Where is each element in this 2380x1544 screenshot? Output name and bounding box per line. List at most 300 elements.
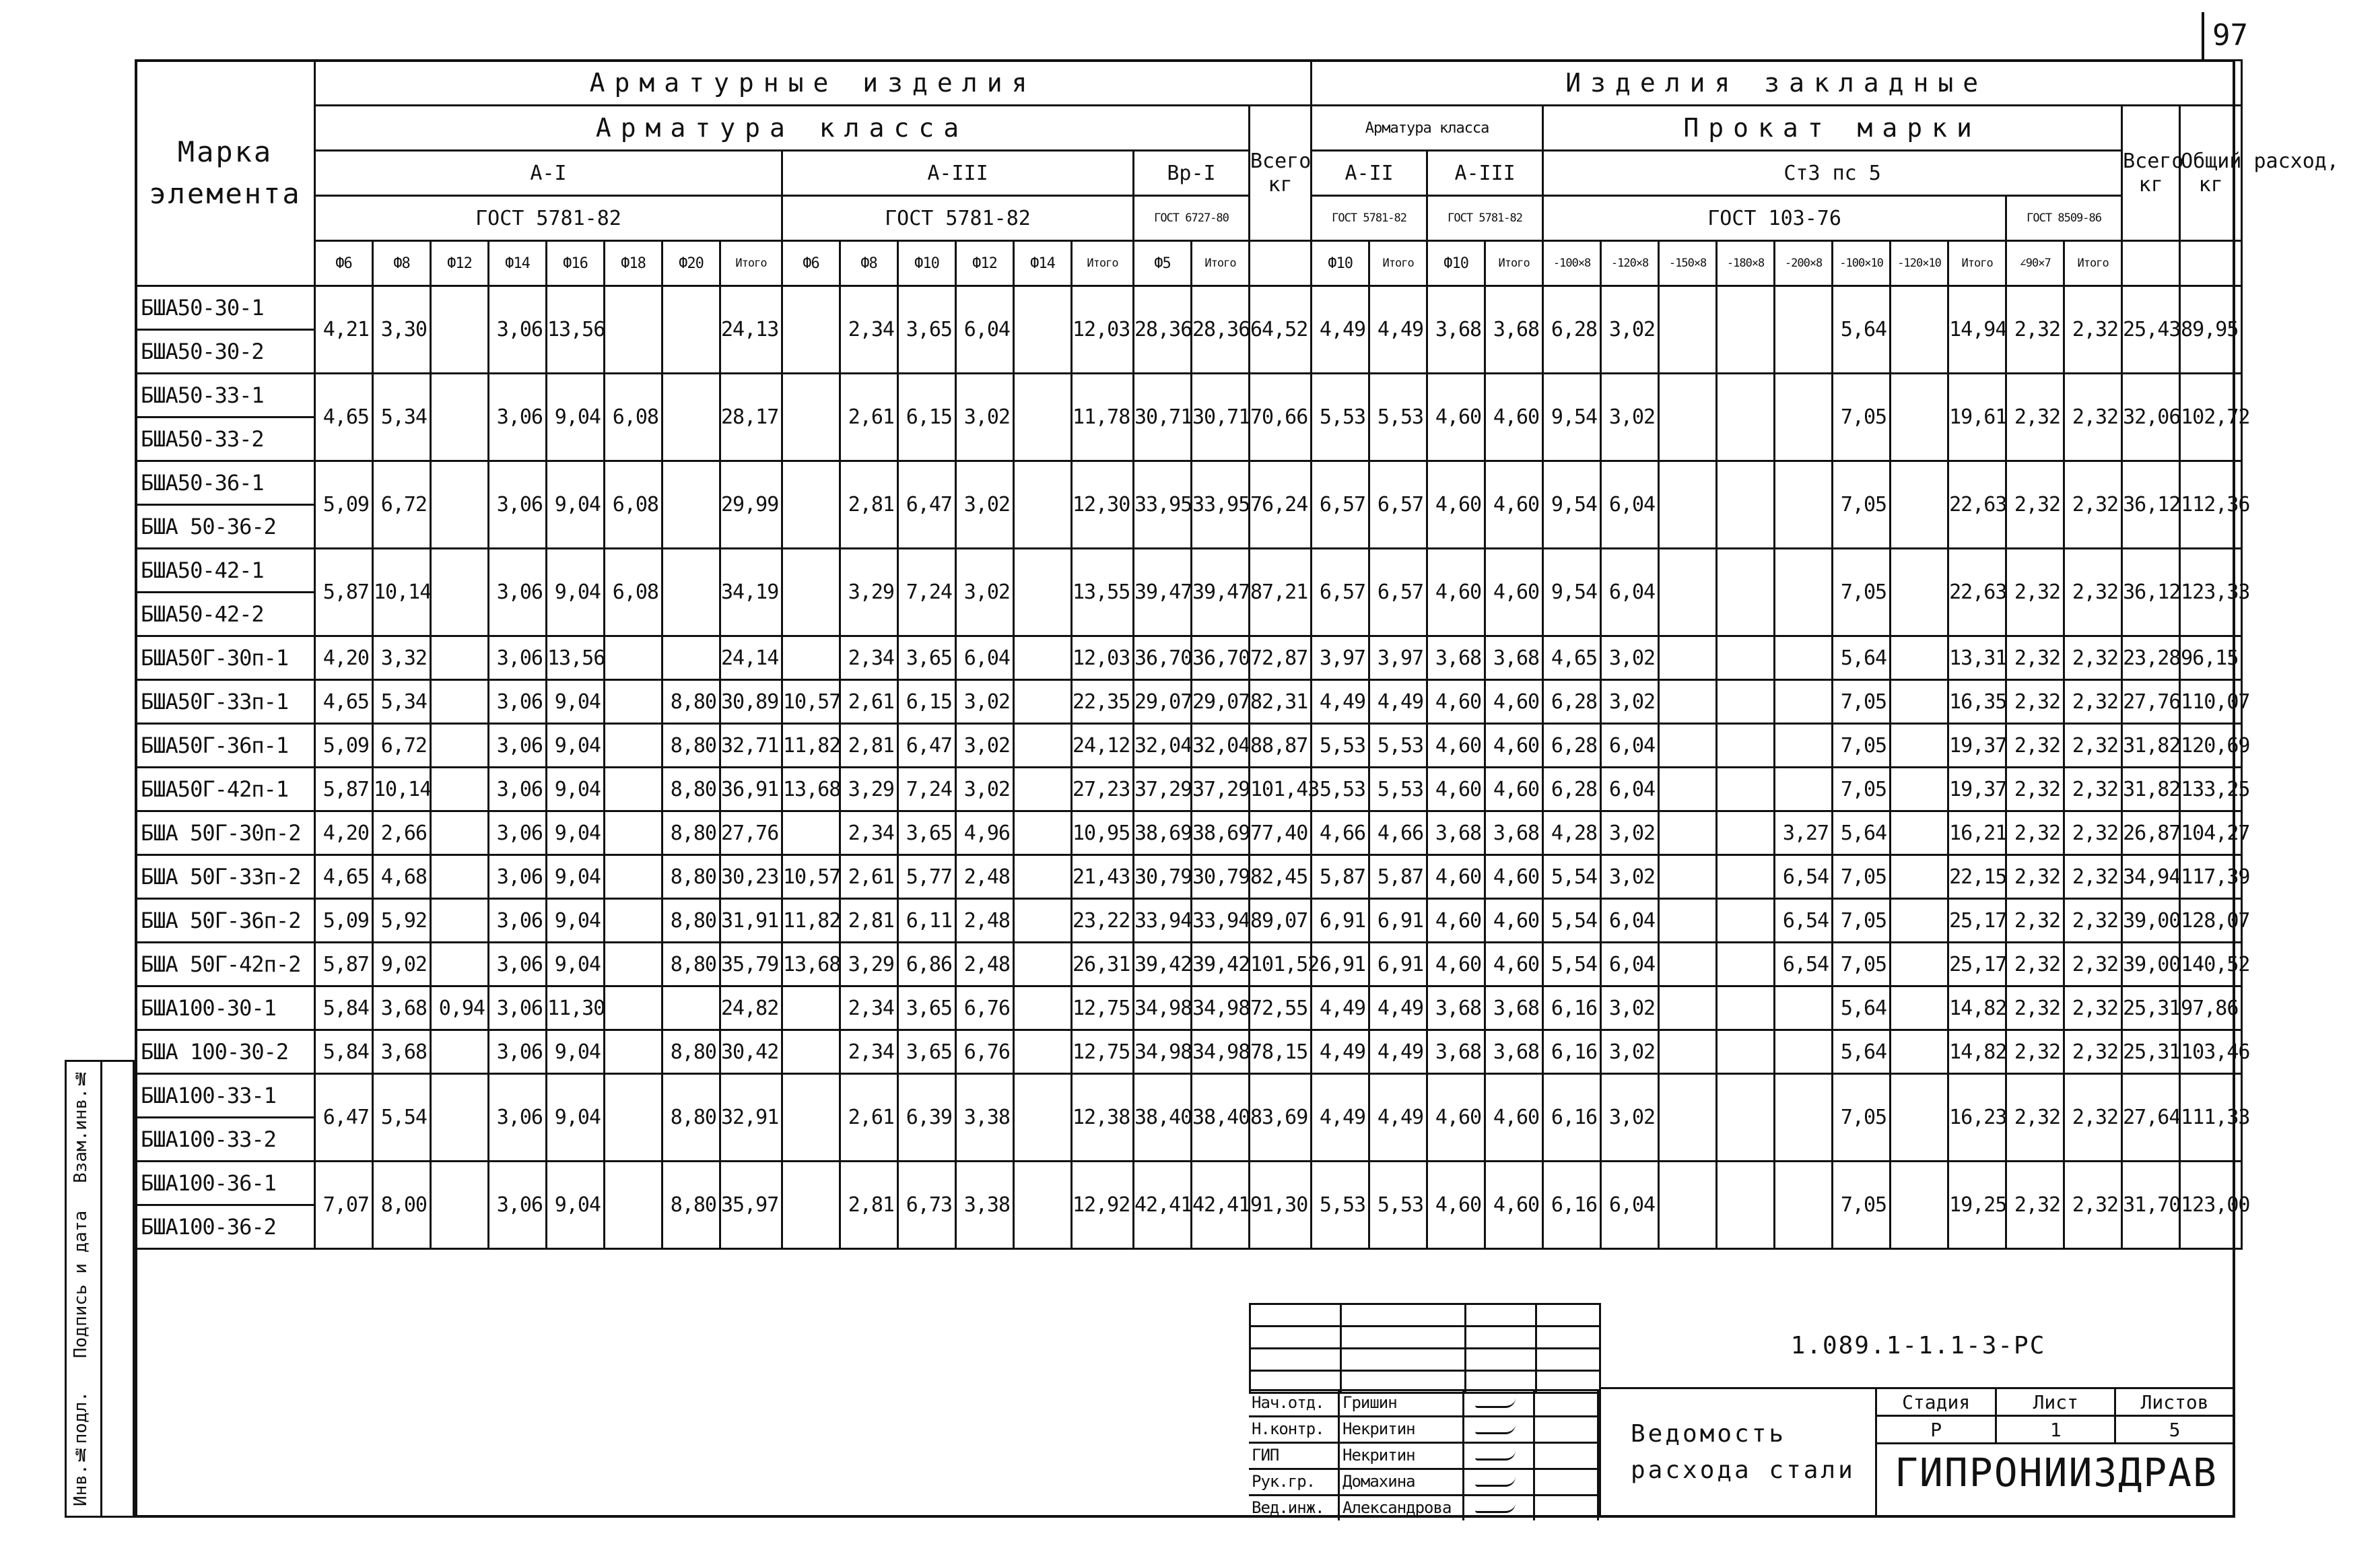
value-cell: 5,84 (315, 986, 373, 1030)
value-cell: 6,08 (605, 374, 662, 461)
steel-grade-header: Ст3 пс 5 (1543, 151, 2122, 196)
value-cell: 3,06 (489, 1074, 547, 1162)
value-cell: 102,72 (2180, 374, 2242, 461)
value-cell: 7,05 (1833, 461, 1891, 549)
value-cell: 27,76 (2122, 680, 2180, 724)
value-cell: 2,32 (2006, 899, 2064, 943)
value-cell: 2,48 (956, 855, 1014, 899)
value-cell: 30,71 (1192, 374, 1250, 461)
value-cell: 6,28 (1543, 286, 1601, 374)
value-cell (1775, 286, 1833, 374)
value-cell: 3,06 (489, 286, 547, 374)
value-cell: 39,42 (1192, 943, 1250, 986)
value-cell: 2,32 (2064, 549, 2122, 636)
value-cell (782, 1030, 840, 1074)
value-cell: 5,87 (315, 768, 373, 811)
value-cell: 6,73 (898, 1162, 956, 1249)
strip-divider (100, 1062, 102, 1516)
value-cell: 4,60 (1485, 549, 1543, 636)
value-cell: 13,56 (547, 636, 605, 680)
value-cell: 2,32 (2006, 549, 2064, 636)
value-cell (1775, 724, 1833, 768)
value-cell: 4,65 (1543, 636, 1601, 680)
value-cell: 4,60 (1427, 461, 1485, 549)
value-cell: 5,09 (315, 899, 373, 943)
value-cell (1659, 286, 1717, 374)
value-cell: 7,05 (1833, 768, 1891, 811)
value-cell: 28,17 (720, 374, 782, 461)
col-header: -150×8 (1659, 241, 1717, 286)
value-cell: 128,07 (2180, 899, 2242, 943)
value-cell: 5,09 (315, 724, 373, 768)
value-cell (1659, 636, 1717, 680)
col-header: Ф10 (1312, 241, 1369, 286)
element-mark: БША50-30-1 (136, 286, 315, 330)
stage-label: Стадия (1877, 1389, 1996, 1416)
group-embedded-items: Изделия закладные (1312, 61, 2242, 106)
value-cell: 9,04 (547, 811, 605, 855)
value-cell (431, 724, 489, 768)
value-cell: 3,38 (956, 1162, 1014, 1249)
value-cell: 4,60 (1427, 768, 1485, 811)
value-cell: 3,02 (1601, 986, 1659, 1030)
value-cell: 5,34 (373, 680, 431, 724)
value-cell: 2,32 (2064, 286, 2122, 374)
value-cell (1014, 943, 1072, 986)
col-header: Итого (1948, 241, 2006, 286)
value-cell: 4,60 (1427, 1162, 1485, 1249)
value-cell: 3,02 (1601, 636, 1659, 680)
value-cell (1717, 461, 1775, 549)
value-cell (1014, 811, 1072, 855)
value-cell: 3,02 (1601, 811, 1659, 855)
value-cell (1717, 986, 1775, 1030)
value-cell: 34,19 (720, 549, 782, 636)
value-cell: 36,12 (2122, 461, 2180, 549)
value-cell: 3,06 (489, 811, 547, 855)
value-cell: 3,02 (1601, 286, 1659, 374)
value-cell: 2,32 (2006, 636, 2064, 680)
value-cell: 6,54 (1775, 855, 1833, 899)
value-cell: 24,13 (720, 286, 782, 374)
value-cell: 5,64 (1833, 1030, 1891, 1074)
value-cell (1891, 374, 1948, 461)
value-cell: 22,63 (1948, 461, 2006, 549)
signature-name: Гришин (1340, 1391, 1464, 1415)
value-cell (431, 855, 489, 899)
col-header: -120×8 (1601, 241, 1659, 286)
col-header: Ф14 (1014, 241, 1072, 286)
value-cell: 104,27 (2180, 811, 2242, 855)
stage-table (1877, 1389, 2235, 1444)
value-cell (431, 549, 489, 636)
value-cell: 120,69 (2180, 724, 2242, 768)
element-mark: БША50-42-1 (136, 549, 315, 593)
embedded-arm-class-header: Арматура класса (1312, 106, 1543, 151)
value-cell (1014, 549, 1072, 636)
value-cell (1659, 1030, 1717, 1074)
value-cell: 5,54 (373, 1074, 431, 1162)
value-cell: 36,70 (1134, 636, 1192, 680)
handwritten-signature (1475, 1503, 1516, 1513)
value-cell: 6,54 (1775, 943, 1833, 986)
value-cell: 7,05 (1833, 724, 1891, 768)
value-cell: 2,32 (2006, 811, 2064, 855)
value-cell: 21,43 (1072, 855, 1134, 899)
value-cell: 33,94 (1192, 899, 1250, 943)
value-cell: 2,61 (840, 374, 898, 461)
value-cell: 2,34 (840, 286, 898, 374)
col-header: Итого (720, 241, 782, 286)
value-cell (1891, 1162, 1948, 1249)
value-cell: 6,57 (1369, 549, 1427, 636)
value-cell: 3,02 (1601, 680, 1659, 724)
value-cell: 4,60 (1427, 943, 1485, 986)
value-cell: 5,09 (315, 461, 373, 549)
col-header-blank (2180, 241, 2242, 286)
value-cell (431, 811, 489, 855)
value-cell: 10,57 (782, 855, 840, 899)
value-cell: 3,68 (1427, 811, 1485, 855)
mark-header-line1: Марка (177, 135, 273, 168)
value-cell (1891, 986, 1948, 1030)
value-cell (1717, 811, 1775, 855)
value-cell: 10,14 (373, 549, 431, 636)
value-cell: 4,60 (1485, 899, 1543, 943)
value-cell: 4,60 (1427, 374, 1485, 461)
value-cell (662, 549, 720, 636)
value-cell (1659, 1162, 1717, 1249)
col-header-blank (2122, 241, 2180, 286)
document-number: 1.089.1-1.1-3-РС (1599, 1303, 2235, 1389)
value-cell: 27,76 (720, 811, 782, 855)
class-a1-header: А-I (315, 151, 782, 196)
value-cell: 96,15 (2180, 636, 2242, 680)
value-cell: 3,97 (1369, 636, 1427, 680)
signature-mark (1464, 1391, 1535, 1415)
value-cell: 77,40 (1250, 811, 1312, 855)
value-cell: 22,63 (1948, 549, 2006, 636)
value-cell: 6,04 (1601, 724, 1659, 768)
value-cell (431, 680, 489, 724)
value-cell: 6,16 (1543, 1030, 1601, 1074)
signature-name: Некритин (1340, 1444, 1464, 1468)
value-cell: 13,68 (782, 768, 840, 811)
value-cell (1891, 899, 1948, 943)
value-cell: 4,49 (1312, 1030, 1369, 1074)
value-cell: 3,06 (489, 461, 547, 549)
approval-strip (65, 1060, 135, 1518)
value-cell: 3,02 (1601, 1074, 1659, 1162)
value-cell: 9,02 (373, 943, 431, 986)
value-cell: 35,79 (720, 943, 782, 986)
value-cell: 2,32 (2006, 943, 2064, 986)
col-header: Ф16 (547, 241, 605, 286)
col-header: Итого (1072, 241, 1134, 286)
value-cell: 3,06 (489, 374, 547, 461)
value-cell (1014, 899, 1072, 943)
value-cell (662, 286, 720, 374)
value-cell: 2,61 (840, 1074, 898, 1162)
col-header: Ф8 (840, 241, 898, 286)
value-cell: 4,49 (1369, 680, 1427, 724)
value-cell: 2,32 (2064, 986, 2122, 1030)
value-cell: 6,76 (956, 986, 1014, 1030)
col-header: Ф14 (489, 241, 547, 286)
value-cell: 34,98 (1134, 1030, 1192, 1074)
document-name-line2: расхода стали (1631, 1456, 1856, 1484)
table-row (136, 768, 2242, 811)
value-cell: 6,15 (898, 374, 956, 461)
signature-row (1249, 1389, 1599, 1415)
value-cell: 5,87 (1312, 855, 1369, 899)
organization-name: ГИПРОНИИЗДРАВ (1895, 1450, 2218, 1496)
handwritten-signature (1475, 1424, 1516, 1434)
value-cell: 4,60 (1485, 1074, 1543, 1162)
value-cell: 133,25 (2180, 768, 2242, 811)
table-row (136, 1074, 2242, 1118)
value-cell: 87,21 (1250, 549, 1312, 636)
value-cell (1891, 286, 1948, 374)
table-row (136, 549, 2242, 593)
value-cell: 6,11 (898, 899, 956, 943)
value-cell: 19,61 (1948, 374, 2006, 461)
value-cell: 16,21 (1948, 811, 2006, 855)
value-cell: 4,20 (315, 811, 373, 855)
value-cell (662, 636, 720, 680)
value-cell: 3,32 (373, 636, 431, 680)
value-cell: 2,81 (840, 899, 898, 943)
col-header: Ф6 (782, 241, 840, 286)
value-cell: 4,49 (1369, 986, 1427, 1030)
value-cell (1014, 461, 1072, 549)
class-a3-embedded-header: А-III (1427, 151, 1543, 196)
value-cell: 7,05 (1833, 855, 1891, 899)
value-cell: 16,35 (1948, 680, 2006, 724)
signature-row (1249, 1442, 1599, 1468)
value-cell: 2,32 (2006, 855, 2064, 899)
value-cell (1014, 374, 1072, 461)
signature-row (1249, 1494, 1599, 1520)
total-kg-header (1250, 106, 1312, 241)
value-cell (605, 855, 662, 899)
value-cell: 5,64 (1833, 811, 1891, 855)
value-cell: 9,54 (1543, 549, 1601, 636)
value-cell (1775, 636, 1833, 680)
value-cell (1775, 549, 1833, 636)
value-cell: 3,02 (956, 680, 1014, 724)
value-cell: 22,35 (1072, 680, 1134, 724)
value-cell: 3,06 (489, 1162, 547, 1249)
value-cell (1717, 680, 1775, 724)
value-cell: 8,80 (662, 1074, 720, 1162)
mark-header (136, 61, 315, 286)
value-cell: 3,02 (956, 768, 1014, 811)
value-cell: 5,53 (1312, 1162, 1369, 1249)
col-header: Итого (1192, 241, 1250, 286)
value-cell: 7,05 (1833, 549, 1891, 636)
value-cell: 123,33 (2180, 549, 2242, 636)
value-cell: 82,45 (1250, 855, 1312, 899)
value-cell: 4,60 (1485, 1162, 1543, 1249)
value-cell: 2,32 (2064, 768, 2122, 811)
value-cell: 12,03 (1072, 286, 1134, 374)
value-cell: 30,42 (720, 1030, 782, 1074)
element-mark: БША50Г-36п-1 (136, 724, 315, 768)
value-cell (782, 1162, 840, 1249)
signature-name: Александрова (1340, 1496, 1464, 1520)
value-cell: 39,47 (1192, 549, 1250, 636)
value-cell: 2,34 (840, 1030, 898, 1074)
value-cell: 5,87 (1369, 855, 1427, 899)
table-row (136, 374, 2242, 417)
value-cell: 10,95 (1072, 811, 1134, 855)
value-cell (1659, 899, 1717, 943)
value-cell: 9,04 (547, 461, 605, 549)
value-cell: 4,60 (1427, 724, 1485, 768)
value-cell: 7,05 (1833, 374, 1891, 461)
value-cell: 31,70 (2122, 1162, 2180, 1249)
col-header: -180×8 (1717, 241, 1775, 286)
value-cell: 9,04 (547, 855, 605, 899)
value-cell: 8,80 (662, 899, 720, 943)
col-header: Итого (1369, 241, 1427, 286)
value-cell: 25,31 (2122, 1030, 2180, 1074)
value-cell: 6,54 (1775, 899, 1833, 943)
value-cell: 3,68 (1427, 1030, 1485, 1074)
value-cell (605, 1162, 662, 1249)
element-mark: БША50-33-2 (136, 417, 315, 461)
value-cell: 13,55 (1072, 549, 1134, 636)
value-cell: 2,81 (840, 1162, 898, 1249)
value-cell: 10,14 (373, 768, 431, 811)
value-cell: 3,68 (1427, 636, 1485, 680)
value-cell: 36,12 (2122, 549, 2180, 636)
page-number: 97 (2202, 12, 2253, 59)
value-cell: 5,54 (1543, 899, 1601, 943)
value-cell (431, 768, 489, 811)
table-row (136, 943, 2242, 986)
col-header: Ф6 (315, 241, 373, 286)
value-cell: 72,55 (1250, 986, 1312, 1030)
value-cell: 7,05 (1833, 680, 1891, 724)
value-cell (605, 768, 662, 811)
value-cell: 101,52 (1250, 943, 1312, 986)
value-cell: 5,53 (1369, 724, 1427, 768)
value-cell (1775, 1030, 1833, 1074)
value-cell (1014, 855, 1072, 899)
col-header: Ф18 (605, 241, 662, 286)
value-cell: 13,68 (782, 943, 840, 986)
value-cell: 6,04 (1601, 1162, 1659, 1249)
signature-role: Н.контр. (1249, 1417, 1340, 1442)
stage-block (1875, 1389, 2235, 1518)
value-cell: 3,68 (373, 1030, 431, 1074)
value-cell: 7,05 (1833, 899, 1891, 943)
value-cell: 9,54 (1543, 374, 1601, 461)
value-cell (1891, 549, 1948, 636)
value-cell: 7,07 (315, 1162, 373, 1249)
value-cell: 33,94 (1134, 899, 1192, 943)
value-cell: 33,95 (1134, 461, 1192, 549)
value-cell (1717, 1030, 1775, 1074)
group-reinforcement-items: Арматурные изделия (315, 61, 1312, 106)
value-cell: 6,47 (898, 461, 956, 549)
total-kg-unit: кг (1268, 173, 1293, 197)
value-cell: 3,65 (898, 986, 956, 1030)
value-cell: 4,60 (1485, 724, 1543, 768)
title-block (1249, 1303, 2235, 1518)
value-cell: 28,36 (1134, 286, 1192, 374)
value-cell: 2,32 (2064, 855, 2122, 899)
table-row (136, 855, 2242, 899)
value-cell: 3,65 (898, 1030, 956, 1074)
value-cell (431, 1074, 489, 1162)
table-body (136, 286, 2250, 1250)
value-cell (605, 899, 662, 943)
reinforcement-class-header: Арматура класса (315, 106, 1250, 151)
element-mark: БША50-36-1 (136, 461, 315, 505)
strip-sign-date: Подпись и дата (71, 1210, 91, 1358)
value-cell: 2,32 (2064, 811, 2122, 855)
col-header: Ф12 (431, 241, 489, 286)
value-cell: 2,32 (2064, 943, 2122, 986)
document-name-line1: Ведомость (1631, 1420, 1787, 1448)
value-cell (605, 724, 662, 768)
value-cell: 11,82 (782, 899, 840, 943)
value-cell: 36,91 (720, 768, 782, 811)
signature-mark (1464, 1496, 1535, 1520)
element-mark: БША100-36-2 (136, 1205, 315, 1249)
value-cell (782, 986, 840, 1030)
table-row (136, 286, 2242, 330)
value-cell: 2,32 (2006, 724, 2064, 768)
steel-consumption-table (135, 59, 2339, 1250)
value-cell: 32,91 (720, 1074, 782, 1162)
value-cell: 5,87 (315, 943, 373, 986)
value-cell: 5,64 (1833, 286, 1891, 374)
value-cell (1891, 768, 1948, 811)
signature-role: Нач.отд. (1249, 1391, 1340, 1415)
signature-mark (1464, 1417, 1535, 1442)
col-header: Ф20 (662, 241, 720, 286)
element-mark: БША 100-30-2 (136, 1030, 315, 1074)
value-cell: 2,34 (840, 986, 898, 1030)
value-cell: 5,64 (1833, 986, 1891, 1030)
class-a3-header: А-III (782, 151, 1134, 196)
value-cell (605, 1030, 662, 1074)
signature-date (1535, 1444, 1599, 1468)
sheet-label: Лист (1996, 1389, 2115, 1416)
value-cell: 8,00 (373, 1162, 431, 1249)
value-cell (1014, 1162, 1072, 1249)
value-cell: 8,80 (662, 943, 720, 986)
value-cell (605, 986, 662, 1030)
signature-mark (1464, 1470, 1535, 1494)
value-cell: 12,03 (1072, 636, 1134, 680)
total-label: Всего (1250, 149, 1312, 173)
value-cell: 3,06 (489, 636, 547, 680)
value-cell: 3,02 (956, 549, 1014, 636)
value-cell: 2,32 (2064, 374, 2122, 461)
col-header: Итого (1485, 241, 1543, 286)
value-cell: 6,04 (1601, 768, 1659, 811)
value-cell: 3,06 (489, 549, 547, 636)
value-cell: 110,07 (2180, 680, 2242, 724)
value-cell: 38,40 (1134, 1074, 1192, 1162)
col-header: Ф10 (898, 241, 956, 286)
value-cell: 12,75 (1072, 1030, 1134, 1074)
